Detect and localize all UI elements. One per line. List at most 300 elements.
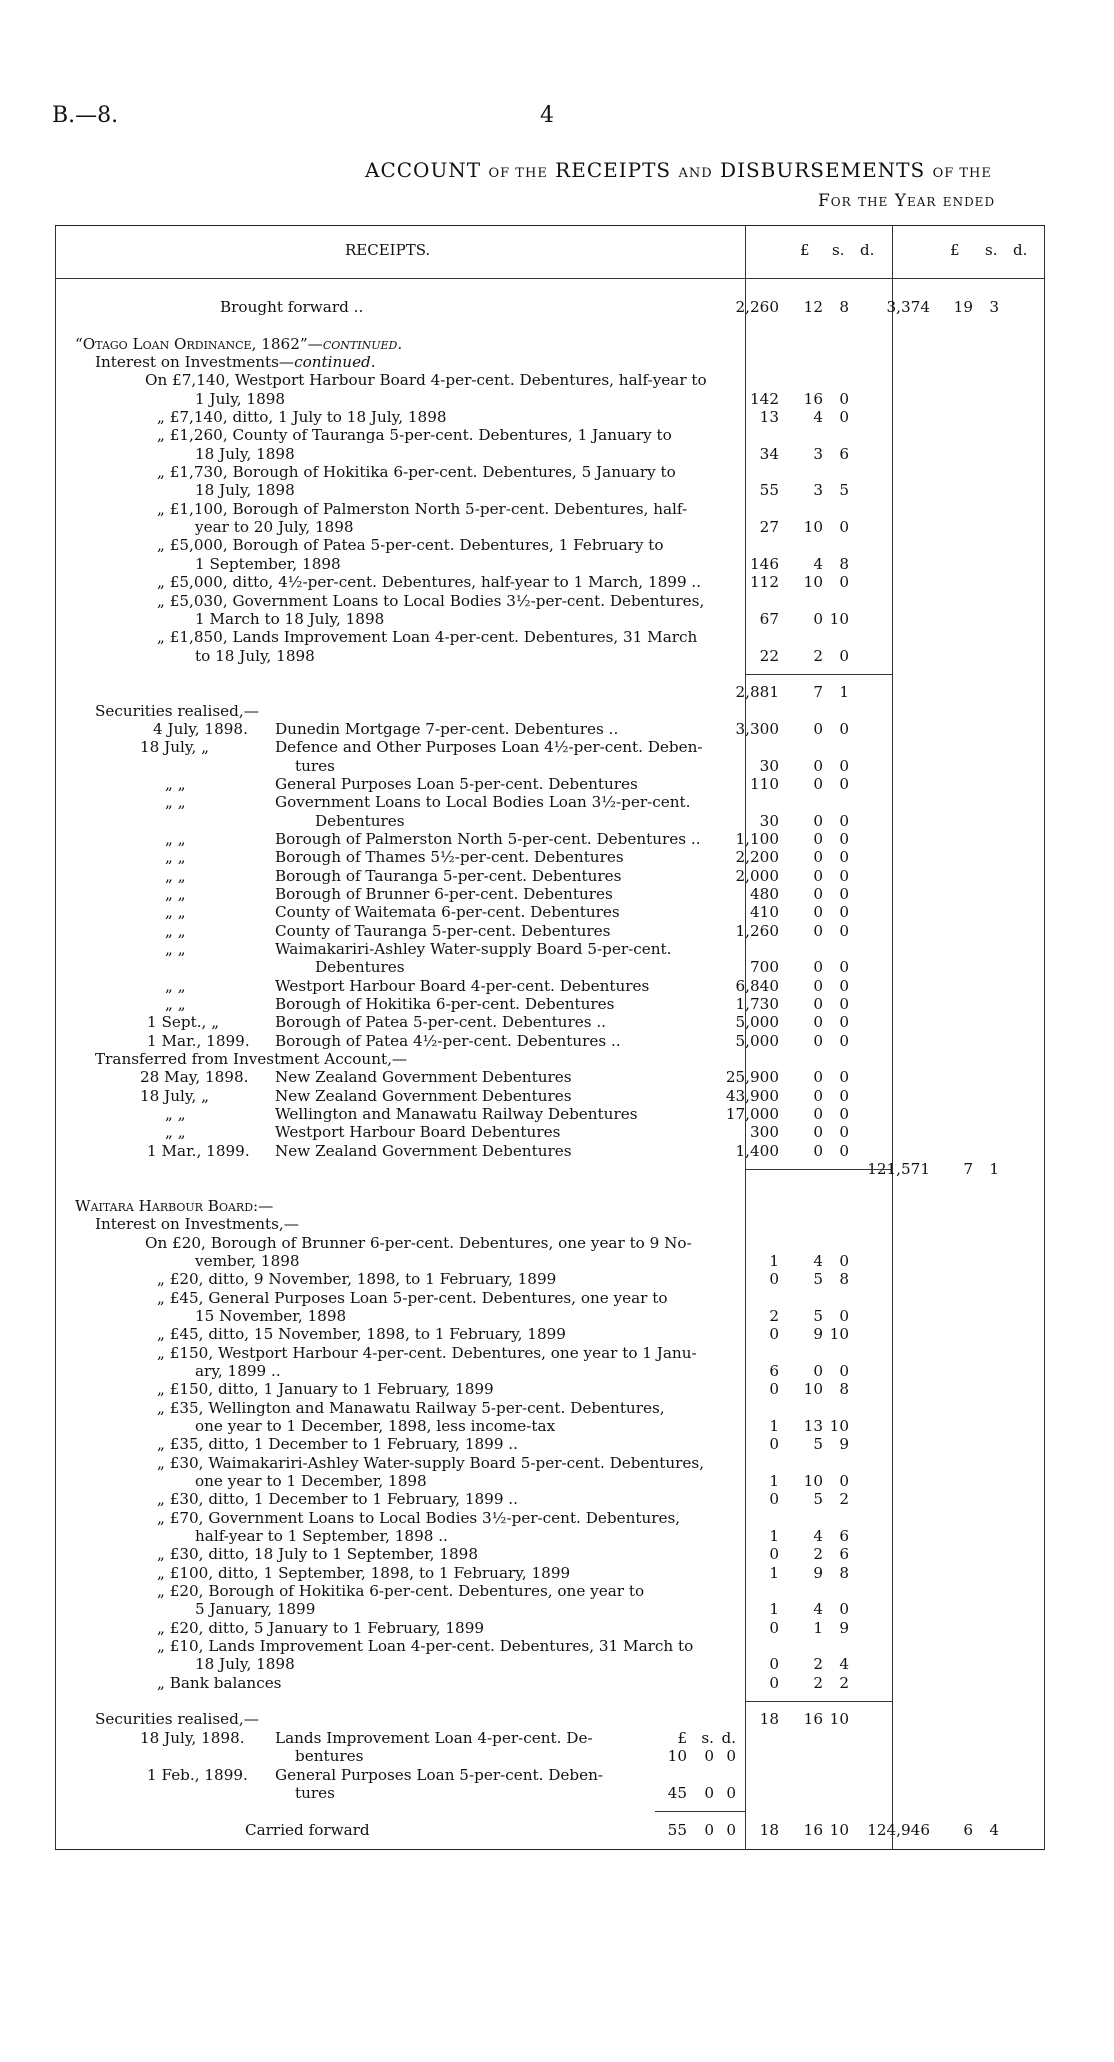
table-row [55,1362,1045,1380]
row-label: „ £1,730, Borough of Hokitika 6-per-cent. Debentures, 5 January to [157,463,676,482]
row-label: 18 July, 1898 [195,444,295,463]
total-amount: 3,374 [886,298,930,316]
amount: 0 [839,829,849,848]
amount: 0 [839,646,849,665]
table-row [55,720,1045,738]
receipts-table [55,225,1045,1850]
total-amount: 19 [953,298,973,316]
amount: 1,400 [735,1141,779,1160]
amount: 300 [750,1123,779,1142]
row-label: 18 July, 1898 [195,1655,295,1674]
table-row [55,335,1045,353]
row-label: „ „ [165,866,186,885]
row-label: to 18 July, 1898 [195,646,315,665]
amount: 10 [829,1416,849,1435]
amount: 0 [839,1105,849,1124]
amount: 0 [769,1655,779,1674]
amount: 16 [803,389,823,408]
amount: 6 [839,1545,849,1564]
column-header-shillings-total: s. [985,241,998,259]
row-label: „ £100, ditto, 1 September, 1898, to 1 February, 1899 [157,1563,571,1582]
column-header-receipts: RECEIPTS. [345,241,431,259]
row-description: General Purposes Loan 5-per-cent. Deben- [275,1765,604,1784]
row-label: one year to 1 December, 1898, less income-tax [195,1416,556,1435]
amount: 1 [769,1527,779,1546]
amount: d. [721,1728,736,1747]
column-header-shillings: s. [832,241,845,259]
amount: 2 [813,1655,823,1674]
table-row [55,481,1045,499]
row-label: 28 May, 1898. [140,1068,249,1087]
amount: 1 [839,683,849,702]
amount: 4 [813,554,823,573]
amount: 0 [839,518,849,537]
column-header-pound-total: £ [950,241,960,259]
amount: 1,730 [735,995,779,1014]
amount: 2 [813,646,823,665]
table-row [55,371,1045,389]
amount: 10 [829,1325,849,1344]
row-label: „ „ [165,903,186,922]
amount: 13 [803,1416,823,1435]
amount: 22 [759,646,779,665]
total-amount: 1 [989,1160,999,1179]
amount: 2 [813,1545,823,1564]
header-rule [55,278,1045,279]
table-row [55,1252,1045,1270]
row-label: „ £7,140, ditto, 1 July to 18 July, 1898 [157,408,447,427]
amount: 10 [803,1380,823,1399]
amount: 0 [813,1086,823,1105]
row-label: one year to 1 December, 1898 [195,1472,427,1490]
row-description: County of Tauranga 5-per-cent. Debentures [275,921,611,940]
amount: 0 [839,1251,849,1270]
table-row [55,426,1045,444]
amount: 0 [769,1380,779,1399]
column-header-pence: d. [860,241,875,259]
amount: 10 [829,609,849,628]
row-label: „ „ [165,940,186,959]
amount: 10 [803,1472,823,1490]
row-label: 1 Sept., „ [147,1013,220,1032]
table-row [55,1435,1045,1453]
row-label: On £7,140, Westport Harbour Board 4-per-cent. Debentures, half-year to [145,371,707,390]
amount: 1 [813,1618,823,1637]
table-row [55,1619,1045,1637]
table-row [55,592,1045,610]
amount: 0 [813,1141,823,1160]
row-label: „ £45, General Purposes Loan 5-per-cent. Debentures, one year to [157,1288,668,1307]
subtotal-rule [655,1811,745,1812]
table-row [55,940,1045,958]
amount: 9 [839,1435,849,1454]
row-label: Transferred from Investment Account,— [95,1050,408,1069]
table-row [55,922,1045,940]
table-row [55,757,1045,775]
row-label: Interest on Investments—continued. [95,353,376,372]
row-label: Securities realised,— [95,701,259,720]
table-row [55,830,1045,848]
amount: 4 [813,408,823,427]
amount: 700 [750,958,779,977]
table-row [55,390,1045,408]
amount: 0 [839,1068,849,1087]
total-amount: 3 [989,298,999,316]
row-description: Borough of Brunner 6-per-cent. Debentures [275,885,613,903]
amount: 0 [839,389,849,408]
amount: 2,260 [735,298,779,316]
column-header-pound: £ [800,241,810,259]
amount: 9 [839,1618,849,1637]
amount: 4 [813,1600,823,1619]
amount: 6 [839,444,849,463]
amount: 3 [813,481,823,500]
table-row [55,793,1045,811]
row-label: „ £70, Government Loans to Local Bodies 3½-per-cent. Debentures, [157,1508,681,1527]
title-word: DISBURSEMENTS [720,158,926,182]
row-description: bentures [295,1747,364,1766]
amount: 2 [813,1673,823,1692]
amount: 16 [803,1820,823,1839]
table-row [55,1013,1045,1031]
table-row [55,1289,1045,1307]
amount: 0 [839,1361,849,1380]
amount: 0 [839,903,849,922]
amount: 18 [759,1710,779,1729]
row-label: Brought forward .. [220,298,364,316]
table-row [55,885,1045,903]
amount: 5 [813,1306,823,1325]
table-row [55,1747,1045,1765]
total-amount: 6 [963,1820,973,1839]
row-label: „ £5,030, Government Loans to Local Bodies 3½-per-cent. Debentures, [157,591,705,610]
table-row [55,702,1045,720]
row-description: New Zealand Government Debentures [275,1086,572,1105]
row-label: 5 January, 1899 [195,1600,316,1619]
table-row [55,1160,1045,1178]
title-word: AND [678,166,713,181]
row-label: “Otago Loan Ordinance, 1862”—continued. [75,334,403,353]
amount: 0 [813,719,823,738]
amount: 2 [839,1490,849,1509]
total-amount: 121,571 [867,1160,930,1179]
amount: 0 [813,921,823,940]
row-label: 18 July, 1898 [195,481,295,500]
subtotal-rule [745,674,892,675]
table-row [55,1509,1045,1527]
row-label: „ £1,100, Borough of Palmerston North 5-per-cent. Debentures, half- [157,499,688,518]
table-row [55,1637,1045,1655]
row-label: „ £20, ditto, 9 November, 1898, to 1 February, 1899 [157,1270,557,1289]
amount: 10 [829,1710,849,1729]
amount: 0 [839,756,849,775]
row-label: „ £20, ditto, 5 January to 1 February, 1899 [157,1618,485,1637]
row-label: „ £1,850, Lands Improvement Loan 4-per-cent. Debentures, 31 March [157,628,698,647]
title-word: ACCOUNT [365,158,482,182]
row-description: Borough of Thames 5½-per-cent. Debentures [275,848,624,867]
amount: 0 [704,1783,714,1802]
amount: 0 [813,976,823,995]
row-description: Westport Harbour Board Debentures [275,1123,561,1142]
amount: 0 [813,866,823,885]
row-label: half-year to 1 September, 1898 .. [195,1527,448,1546]
row-description: Waimakariri-Ashley Water-supply Board 5-per-cent. [275,940,672,959]
amount: 0 [839,976,849,995]
row-description: Borough of Patea 4½-per-cent. Debentures .. [275,1031,621,1050]
row-description: New Zealand Government Debentures [275,1141,572,1160]
row-label: 1 September, 1898 [195,554,341,573]
table-row [55,316,1045,334]
table-row [55,1068,1045,1086]
table-row [55,1380,1045,1398]
amount: 0 [769,1545,779,1564]
amount: 0 [839,573,849,592]
amount: 45 [667,1783,687,1802]
amount: 0 [839,1306,849,1325]
amount: 0 [839,958,849,977]
amount: 7 [813,683,823,702]
amount: 4 [839,1655,849,1674]
amount: 0 [813,756,823,775]
amount: 1,260 [735,921,779,940]
amount: 10 [829,1820,849,1839]
table-row [55,1123,1045,1141]
amount: 1 [769,1472,779,1490]
table-row [55,1729,1045,1747]
row-label: „ „ [165,848,186,867]
row-description: New Zealand Government Debentures [275,1068,572,1087]
amount: 0 [813,995,823,1014]
row-label: Waitara Harbour Board:— [75,1196,274,1215]
table-row [55,1821,1045,1839]
row-description: tures [295,756,335,775]
amount: 0 [839,995,849,1014]
table-row [55,1050,1045,1068]
title-word: RECEIPTS [555,158,672,182]
total-amount: 4 [989,1820,999,1839]
amount: s. [701,1728,714,1747]
amount: 27 [759,518,779,537]
row-label: 1 July, 1898 [195,389,286,408]
row-label: 18 July, 1898. [140,1728,245,1747]
row-label: 15 November, 1898 [195,1306,347,1325]
table-row [55,1197,1045,1215]
amount: 13 [759,408,779,427]
row-description: Borough of Hokitika 6-per-cent. Debentures [275,995,615,1014]
row-label: „ „ [165,976,186,995]
amount: 8 [839,1563,849,1582]
amount: 0 [839,408,849,427]
table-row [55,573,1045,591]
amount: 4 [813,1527,823,1546]
table-row [55,1234,1045,1252]
row-description: Dunedin Mortgage 7-per-cent. Debentures .. [275,719,619,738]
table-row [55,1692,1045,1710]
amount: 0 [839,848,849,867]
table-row [55,812,1045,830]
table-row [55,1600,1045,1618]
amount: 5,000 [735,1013,779,1032]
amount: 0 [839,921,849,940]
row-label: 4 July, 1898. [153,719,248,738]
row-label: „ „ [165,995,186,1014]
row-label: „ £45, ditto, 15 November, 1898, to 1 February, 1899 [157,1325,566,1344]
table-row [55,1472,1045,1490]
table-row [55,1270,1045,1288]
row-label: 1 March to 18 July, 1898 [195,609,385,628]
table-row [55,1399,1045,1417]
amount: 5 [839,481,849,500]
table-row [55,1784,1045,1802]
table-row [55,445,1045,463]
amount: 0 [839,1013,849,1032]
amount: 0 [769,1325,779,1344]
amount: 67 [759,609,779,628]
table-row [55,738,1045,756]
amount: 55 [759,481,779,500]
row-label: 18 July, „ [140,738,209,757]
amount: 2,200 [735,848,779,867]
subtitle-word: For the [818,191,889,211]
amount: 410 [750,903,779,922]
table-row [55,610,1045,628]
amount: 0 [813,1013,823,1032]
page-reference: B.—8. [52,103,119,128]
amount: 9 [813,1325,823,1344]
amount: 0 [813,885,823,903]
amount: 0 [813,829,823,848]
amount: 5 [813,1435,823,1454]
row-label: „ £150, ditto, 1 January to 1 February, 1899 [157,1380,494,1399]
amount: 0 [769,1673,779,1692]
table-row [55,1582,1045,1600]
row-label: „ „ [165,885,186,903]
table-row [55,1105,1045,1123]
row-label: 1 Feb., 1899. [147,1765,248,1784]
table-row [55,977,1045,995]
amount: 0 [839,811,849,830]
table-row [55,628,1045,646]
table-row [55,1142,1045,1160]
amount: 25,900 [725,1068,779,1087]
amount: 4 [813,1251,823,1270]
table-row [55,1564,1045,1582]
amount: 6,840 [735,976,779,995]
amount: 10 [803,573,823,592]
table-row [55,555,1045,573]
table-row [55,958,1045,976]
amount: 0 [839,1472,849,1490]
row-label: vember, 1898 [195,1251,300,1270]
table-row [55,463,1045,481]
amount: 0 [839,1086,849,1105]
row-description: Defence and Other Purposes Loan 4½-per-cent. Deben- [275,738,703,757]
row-label: „ £1,260, County of Tauranga 5-per-cent. Debentures, 1 January to [157,426,672,445]
amount: 0 [839,719,849,738]
amount: 0 [839,1141,849,1160]
amount: 0 [704,1820,714,1839]
column-header-pence-total: d. [1013,241,1028,259]
amount: 0 [726,1747,736,1766]
row-label: 1 Mar., 1899. [147,1031,250,1050]
amount: 10 [803,518,823,537]
amount: 0 [813,848,823,867]
table-row [55,1545,1045,1563]
amount: 0 [839,1123,849,1142]
amount: 0 [704,1747,714,1766]
table-row [55,1490,1045,1508]
row-label: „ £35, Wellington and Manawatu Railway 5-per-cent. Debentures, [157,1398,665,1417]
table-row [55,1325,1045,1343]
table-row [55,536,1045,554]
table-row [55,1032,1045,1050]
row-label: „ Bank balances [157,1673,282,1692]
amount: 0 [813,903,823,922]
amount: 142 [750,389,779,408]
subtotal-rule [745,1169,892,1170]
page-subtitle [818,191,995,211]
table-row [55,1710,1045,1728]
amount: 0 [813,1105,823,1124]
amount: 0 [813,811,823,830]
row-description: Borough of Patea 5-per-cent. Debentures .. [275,1013,606,1032]
amount: 0 [769,1435,779,1454]
table-row [55,867,1045,885]
row-label: „ „ [165,774,186,793]
table-row [55,1454,1045,1472]
row-label: year to 20 July, 1898 [195,518,354,537]
row-label: „ £30, ditto, 1 December to 1 February, 1899 .. [157,1490,518,1509]
amount: 0 [839,1031,849,1050]
amount: 0 [839,866,849,885]
table-row [55,647,1045,665]
amount: 10 [667,1747,687,1766]
amount: 34 [759,444,779,463]
amount: 110 [750,774,779,793]
table-row [55,408,1045,426]
amount: 0 [813,1123,823,1142]
table-row [55,518,1045,536]
row-description: Borough of Tauranga 5-per-cent. Debentures [275,866,622,885]
row-description: Debentures [315,958,405,977]
row-description: Westport Harbour Board 4-per-cent. Debentures [275,976,650,995]
row-label: „ £30, Waimakariri-Ashley Water-supply Board 5-per-cent. Debentures, [157,1453,705,1472]
row-label: „ £5,000, Borough of Patea 5-per-cent. Debentures, 1 February to [157,536,664,555]
table-row [55,298,1045,316]
row-label: 1 Mar., 1899. [147,1141,250,1160]
amount: 12 [803,298,823,316]
page-title [365,158,992,182]
table-row [55,1802,1045,1820]
receipt-rows [55,298,1045,1839]
row-label: „ £150, Westport Harbour 4-per-cent. Debentures, one year to 1 Janu- [157,1343,697,1362]
amount: 2 [769,1306,779,1325]
row-label: ary, 1899 .. [195,1361,281,1380]
amount: 0 [769,1618,779,1637]
amount: 0 [813,1031,823,1050]
amount: 0 [813,1068,823,1087]
amount: 5 [813,1490,823,1509]
amount: 0 [769,1270,779,1289]
table-row [55,1179,1045,1197]
total-amount: 124,946 [867,1820,930,1839]
row-description: Lands Improvement Loan 4-per-cent. De- [275,1728,593,1747]
amount: 480 [750,885,779,903]
amount: 5 [813,1270,823,1289]
amount: 8 [839,554,849,573]
row-label: „ „ [165,793,186,812]
amount: 2,881 [735,683,779,702]
